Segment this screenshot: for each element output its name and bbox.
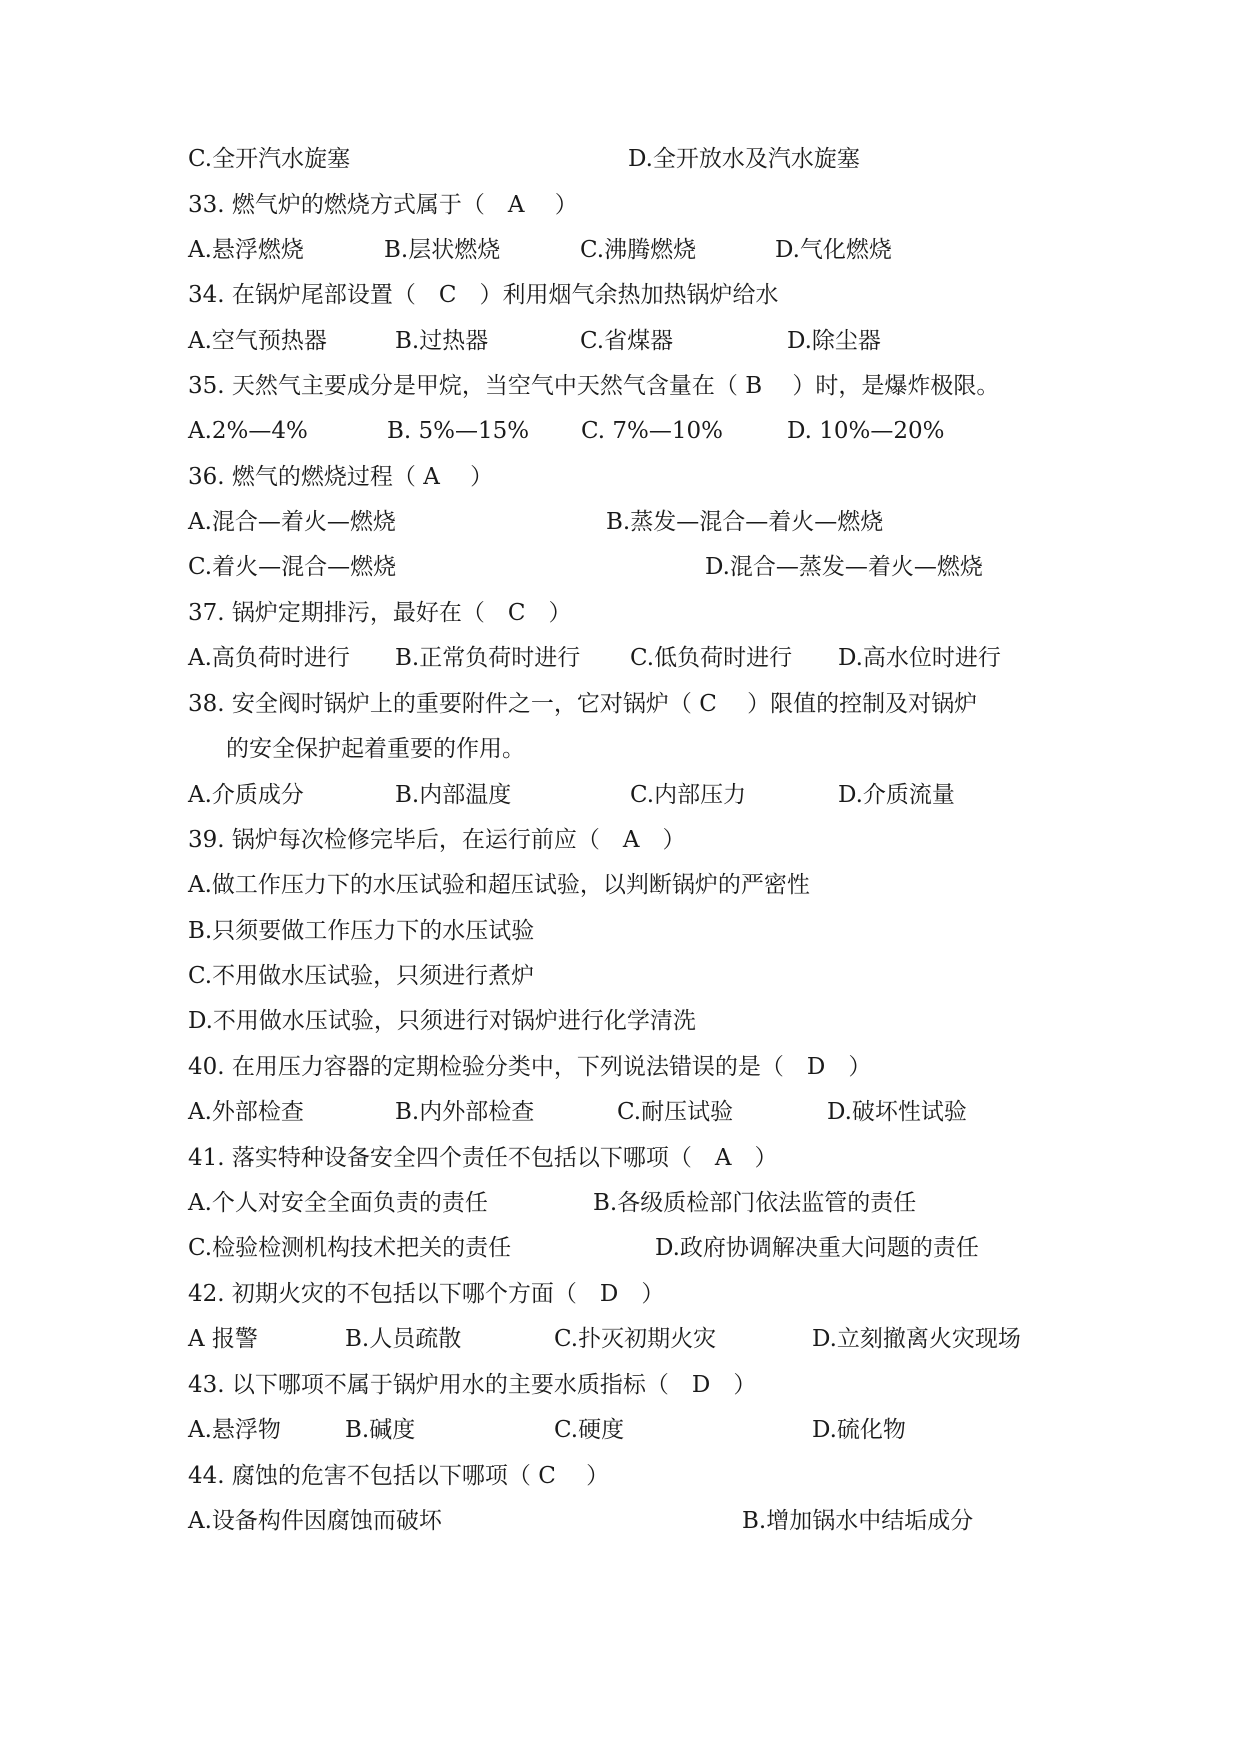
- option-text: B.增加锅水中结垢成分: [742, 1508, 974, 1534]
- text-line: [0, 1186, 1241, 1220]
- option-text: A.设备构件因腐蚀而破坏: [188, 1508, 442, 1534]
- question-text: 36. 燃气的燃烧过程（ A ）: [188, 464, 494, 490]
- option-text: B.正常负荷时进行: [395, 645, 581, 671]
- option-text: D.气化燃烧: [775, 237, 892, 263]
- text-line: [0, 1504, 1241, 1538]
- option-text: C. 7%—10%: [581, 418, 724, 444]
- option-text: D.介质流量: [838, 782, 955, 808]
- text-line: [0, 505, 1241, 539]
- option-text: C.省煤器: [580, 328, 674, 354]
- option-text: D.立刻撤离火灾现场: [812, 1326, 1021, 1352]
- option-text: A.混合—着火—燃烧: [188, 509, 396, 535]
- option-text: B.人员疏散: [345, 1326, 462, 1352]
- question-text: 37. 锅炉定期排污，最好在（ C ）: [188, 600, 572, 626]
- question-text: C.不用做水压试验，只须进行煮炉: [188, 963, 535, 989]
- question-text: 35. 天然气主要成分是甲烷，当空气中天然气含量在（ B ）时，是爆炸极限。: [188, 373, 1000, 399]
- option-text: D.政府协调解决重大问题的责任: [655, 1235, 979, 1261]
- text-line: [0, 233, 1241, 267]
- question-text: D.不用做水压试验，只须进行对锅炉进行化学清洗: [188, 1008, 696, 1034]
- text-line: [0, 1459, 1241, 1493]
- option-text: B.过热器: [395, 328, 489, 354]
- question-text: 44. 腐蚀的危害不包括以下哪项（ C ）: [188, 1463, 610, 1489]
- text-line: [0, 1004, 1241, 1038]
- text-line: [0, 1368, 1241, 1402]
- text-line: [0, 188, 1241, 222]
- option-text: C.扑灭初期火灾: [554, 1326, 717, 1352]
- text-line: [0, 142, 1241, 176]
- question-text: 43. 以下哪项不属于锅炉用水的主要水质指标（ D ）: [188, 1372, 757, 1398]
- text-line: [0, 868, 1241, 902]
- question-text: 38. 安全阀时锅炉上的重要附件之一，它对锅炉（ C ）限值的控制及对锅炉: [188, 691, 978, 717]
- text-line: [0, 1050, 1241, 1084]
- text-line: [0, 1277, 1241, 1311]
- option-text: C.耐压试验: [617, 1099, 734, 1125]
- option-text: C.沸腾燃烧: [580, 237, 697, 263]
- option-text: B.各级质检部门依法监管的责任: [593, 1190, 917, 1216]
- option-text: D.硫化物: [812, 1417, 906, 1443]
- option-text: C.检验检测机构技术把关的责任: [188, 1235, 512, 1261]
- option-text: D.破坏性试验: [827, 1099, 967, 1125]
- text-line: [0, 596, 1241, 630]
- option-text: B.蒸发—混合—着火—燃烧: [606, 509, 884, 535]
- text-line: [0, 324, 1241, 358]
- option-text: A.高负荷时进行: [188, 645, 350, 671]
- text-line: [0, 914, 1241, 948]
- text-line: [0, 732, 1241, 766]
- text-line: [0, 369, 1241, 403]
- option-text: C.硬度: [554, 1417, 625, 1443]
- option-text: C.低负荷时进行: [630, 645, 793, 671]
- text-line: [0, 687, 1241, 721]
- option-text: A.外部检查: [188, 1099, 304, 1125]
- option-text: B.内部温度: [395, 782, 512, 808]
- question-text: B.只须要做工作压力下的水压试验: [188, 918, 535, 944]
- question-text: A.做工作压力下的水压试验和超压试验，以判断锅炉的严密性: [188, 872, 810, 898]
- option-text: A.悬浮燃烧: [188, 237, 304, 263]
- question-text: 33. 燃气炉的燃烧方式属于（ A ）: [188, 192, 578, 218]
- text-line: [0, 414, 1241, 448]
- text-line: [0, 1322, 1241, 1356]
- text-line: [0, 641, 1241, 675]
- text-line: [0, 823, 1241, 857]
- option-text: A.个人对安全全面负责的责任: [188, 1190, 488, 1216]
- option-text: A.空气预热器: [188, 328, 327, 354]
- option-text: B.碱度: [345, 1417, 416, 1443]
- option-text: C.着火—混合—燃烧: [188, 554, 397, 580]
- option-text: A.介质成分: [188, 782, 304, 808]
- question-text: 41. 落实特种设备安全四个责任不包括以下哪项（ A ）: [188, 1145, 778, 1171]
- option-text: A 报警: [188, 1326, 258, 1352]
- text-line: [0, 1413, 1241, 1447]
- option-text: B.内外部检查: [395, 1099, 535, 1125]
- option-text: D.混合—蒸发—着火—燃烧: [705, 554, 983, 580]
- question-text: 39. 锅炉每次检修完毕后，在运行前应（ A ）: [188, 827, 686, 853]
- text-line: [0, 959, 1241, 993]
- text-line: [0, 1141, 1241, 1175]
- option-text: C.内部压力: [630, 782, 747, 808]
- text-line: [0, 778, 1241, 812]
- option-text: D. 10%—20%: [787, 418, 945, 444]
- option-text: B.层状燃烧: [384, 237, 501, 263]
- option-text: D.除尘器: [787, 328, 881, 354]
- option-text: B. 5%—15%: [387, 418, 530, 444]
- question-text: 34. 在锅炉尾部设置（ C ）利用烟气余热加热锅炉给水: [188, 282, 779, 308]
- text-line: [0, 1231, 1241, 1265]
- option-text: C.全开汽水旋塞: [188, 146, 351, 172]
- question-text: 42. 初期火灾的不包括以下哪个方面（ D ）: [188, 1281, 665, 1307]
- text-line: [0, 1095, 1241, 1129]
- text-line: [0, 550, 1241, 584]
- text-line: [0, 460, 1241, 494]
- question-text: 40. 在用压力容器的定期检验分类中，下列说法错误的是（ D ）: [188, 1054, 872, 1080]
- option-text: D.全开放水及汽水旋塞: [628, 146, 860, 172]
- text-line: [0, 278, 1241, 312]
- option-text: A.悬浮物: [188, 1417, 281, 1443]
- question-text: 的安全保护起着重要的作用。: [226, 736, 525, 762]
- option-text: D.高水位时进行: [838, 645, 1001, 671]
- option-text: A.2%—4%: [188, 418, 308, 444]
